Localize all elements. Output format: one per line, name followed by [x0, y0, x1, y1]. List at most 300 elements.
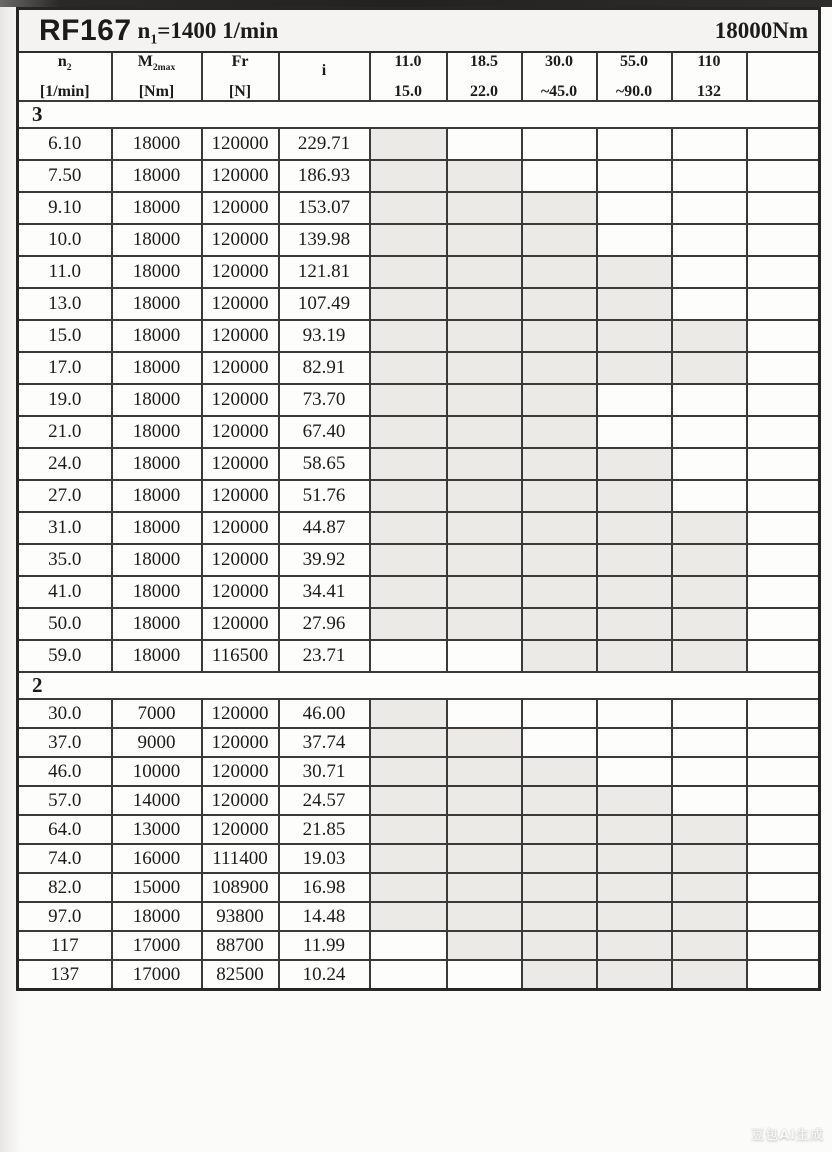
power-rating-cell	[672, 416, 747, 448]
power-rating-cell	[522, 416, 597, 448]
power-rating-cell	[597, 873, 672, 902]
col-header-power-4: 55.0 ~90.0	[597, 52, 672, 101]
power-rating-cell	[370, 320, 447, 352]
power-rating-cell	[672, 902, 747, 931]
fr-cell: 120000	[202, 256, 279, 288]
n2-cell: 6.10	[18, 128, 112, 160]
table-row	[18, 640, 820, 672]
n2-cell: 97.0	[18, 902, 112, 931]
power-rating-cell	[672, 352, 747, 384]
fr-cell: 120000	[202, 288, 279, 320]
fr-cell: 120000	[202, 384, 279, 416]
power-rating-cell	[522, 256, 597, 288]
ratio-cell: 39.92	[279, 544, 370, 576]
ratio-cell: 34.41	[279, 576, 370, 608]
n2-cell: 82.0	[18, 873, 112, 902]
trailing-empty-cell	[747, 480, 820, 512]
power-rating-cell	[522, 873, 597, 902]
power-rating-cell	[522, 757, 597, 786]
power-rating-cell	[447, 288, 522, 320]
power-rating-cell	[522, 815, 597, 844]
power-rating-cell	[522, 192, 597, 224]
power-rating-cell	[447, 480, 522, 512]
ratio-cell: 73.70	[279, 384, 370, 416]
power-rating-cell	[672, 815, 747, 844]
fr-cell: 120000	[202, 480, 279, 512]
power-rating-cell	[522, 844, 597, 873]
ratings-table	[16, 7, 821, 991]
power-rating-cell	[447, 576, 522, 608]
power-rating-cell	[447, 728, 522, 757]
power-rating-cell	[597, 640, 672, 672]
power-rating-cell	[522, 640, 597, 672]
ratio-cell: 139.98	[279, 224, 370, 256]
ratio-cell: 107.49	[279, 288, 370, 320]
power-rating-cell	[447, 544, 522, 576]
power-rating-cell	[522, 544, 597, 576]
table-row	[18, 902, 820, 931]
m2max-cell: 13000	[112, 815, 202, 844]
fr-cell: 120000	[202, 544, 279, 576]
n2-cell: 11.0	[18, 256, 112, 288]
power-rating-cell	[597, 699, 672, 728]
trailing-empty-cell	[747, 576, 820, 608]
trailing-empty-cell	[747, 224, 820, 256]
fr-cell: 120000	[202, 699, 279, 728]
model-code: RF167	[39, 13, 132, 47]
trailing-empty-cell	[747, 960, 820, 990]
power-rating-cell	[447, 640, 522, 672]
power-rating-cell	[522, 352, 597, 384]
power-rating-cell	[672, 288, 747, 320]
table-row	[18, 480, 820, 512]
power-rating-cell	[597, 224, 672, 256]
power-rating-cell	[672, 699, 747, 728]
fr-cell: 111400	[202, 844, 279, 873]
scan-edge-band	[0, 0, 832, 7]
fr-cell: 120000	[202, 448, 279, 480]
table-row	[18, 815, 820, 844]
trailing-empty-cell	[747, 544, 820, 576]
n2-cell: 19.0	[18, 384, 112, 416]
power-rating-cell	[672, 224, 747, 256]
power-rating-cell	[370, 448, 447, 480]
fr-cell: 120000	[202, 352, 279, 384]
ratio-cell: 23.71	[279, 640, 370, 672]
ratio-cell: 14.48	[279, 902, 370, 931]
power-rating-cell	[370, 815, 447, 844]
power-rating-cell	[447, 608, 522, 640]
power-rating-cell	[597, 352, 672, 384]
trailing-empty-cell	[747, 757, 820, 786]
table-row	[18, 960, 820, 990]
power-rating-cell	[447, 128, 522, 160]
fr-cell: 120000	[202, 128, 279, 160]
m2max-cell: 18000	[112, 512, 202, 544]
ratio-cell: 11.99	[279, 931, 370, 960]
power-rating-cell	[522, 608, 597, 640]
m2max-cell: 18000	[112, 902, 202, 931]
fr-cell: 120000	[202, 728, 279, 757]
fr-cell: 120000	[202, 608, 279, 640]
trailing-empty-cell	[747, 448, 820, 480]
power-rating-cell	[522, 448, 597, 480]
power-rating-cell	[447, 815, 522, 844]
table-row	[18, 352, 820, 384]
power-rating-cell	[672, 128, 747, 160]
n1-subscript: 1	[150, 31, 158, 47]
power-rating-cell	[370, 512, 447, 544]
power-rating-cell	[447, 320, 522, 352]
power-rating-cell	[370, 931, 447, 960]
trailing-empty-cell	[747, 815, 820, 844]
n2-cell: 64.0	[18, 815, 112, 844]
ratio-cell: 27.96	[279, 608, 370, 640]
power-rating-cell	[597, 320, 672, 352]
power-rating-cell	[597, 576, 672, 608]
n2-cell: 35.0	[18, 544, 112, 576]
n2-cell: 57.0	[18, 786, 112, 815]
m2max-cell: 10000	[112, 757, 202, 786]
power-rating-cell	[522, 224, 597, 256]
trailing-empty-cell	[747, 352, 820, 384]
m2max-cell: 18000	[112, 288, 202, 320]
power-rating-cell	[597, 931, 672, 960]
col-header-fr: Fr [N]	[202, 52, 279, 101]
power-rating-cell	[597, 480, 672, 512]
ratio-cell: 93.19	[279, 320, 370, 352]
power-rating-cell	[370, 576, 447, 608]
stage-group-row	[18, 672, 820, 699]
m2max-cell: 18000	[112, 352, 202, 384]
fr-cell: 88700	[202, 931, 279, 960]
power-rating-cell	[597, 960, 672, 990]
ratio-cell: 16.98	[279, 873, 370, 902]
m2max-cell: 18000	[112, 192, 202, 224]
n2-cell: 50.0	[18, 608, 112, 640]
power-rating-cell	[447, 416, 522, 448]
power-rating-cell	[447, 224, 522, 256]
trailing-empty-cell	[747, 699, 820, 728]
n2-cell: 46.0	[18, 757, 112, 786]
table-row	[18, 931, 820, 960]
ratio-cell: 19.03	[279, 844, 370, 873]
n2-cell: 9.10	[18, 192, 112, 224]
power-rating-cell	[672, 960, 747, 990]
table-row	[18, 384, 820, 416]
trailing-empty-cell	[747, 902, 820, 931]
fr-cell: 120000	[202, 757, 279, 786]
trailing-empty-cell	[747, 873, 820, 902]
power-rating-cell	[370, 844, 447, 873]
power-rating-cell	[522, 512, 597, 544]
power-rating-cell	[447, 902, 522, 931]
power-rating-cell	[522, 128, 597, 160]
power-rating-cell	[447, 960, 522, 990]
trailing-empty-cell	[747, 844, 820, 873]
m2max-cell: 18000	[112, 576, 202, 608]
power-rating-cell	[597, 786, 672, 815]
ratio-cell: 46.00	[279, 699, 370, 728]
fr-cell: 120000	[202, 576, 279, 608]
ratio-cell: 229.71	[279, 128, 370, 160]
m2max-cell: 17000	[112, 931, 202, 960]
power-rating-cell	[672, 384, 747, 416]
fr-cell: 116500	[202, 640, 279, 672]
trailing-empty-cell	[747, 786, 820, 815]
power-rating-cell	[447, 931, 522, 960]
power-rating-cell	[522, 384, 597, 416]
ratio-cell: 37.74	[279, 728, 370, 757]
col-header-power-1: 11.0 15.0	[370, 52, 447, 101]
power-rating-cell	[672, 608, 747, 640]
stage-group-label: 3	[18, 101, 820, 128]
col-header-empty	[747, 52, 820, 101]
power-rating-cell	[370, 256, 447, 288]
power-rating-cell	[447, 384, 522, 416]
trailing-empty-cell	[747, 931, 820, 960]
n2-cell: 10.0	[18, 224, 112, 256]
fr-cell: 120000	[202, 786, 279, 815]
power-rating-cell	[522, 786, 597, 815]
power-rating-cell	[370, 384, 447, 416]
col-header-m2max: $M_{2max}$ [Nm]	[112, 52, 202, 101]
n2-cell: 74.0	[18, 844, 112, 873]
table-row	[18, 757, 820, 786]
power-rating-cell	[672, 640, 747, 672]
power-rating-cell	[370, 757, 447, 786]
m2max-cell: 18000	[112, 608, 202, 640]
ratio-cell: 51.76	[279, 480, 370, 512]
n2-cell: 117	[18, 931, 112, 960]
table-row	[18, 224, 820, 256]
power-rating-cell	[370, 786, 447, 815]
m2max-cell: 18000	[112, 480, 202, 512]
power-rating-cell	[597, 256, 672, 288]
power-rating-cell	[672, 786, 747, 815]
power-rating-cell	[522, 902, 597, 931]
ratio-cell: 121.81	[279, 256, 370, 288]
power-rating-cell	[447, 873, 522, 902]
power-rating-cell	[672, 256, 747, 288]
trailing-empty-cell	[747, 416, 820, 448]
power-rating-cell	[597, 728, 672, 757]
power-rating-cell	[597, 288, 672, 320]
trailing-empty-cell	[747, 384, 820, 416]
ratio-cell: 30.71	[279, 757, 370, 786]
power-rating-cell	[597, 815, 672, 844]
power-rating-cell	[672, 931, 747, 960]
trailing-empty-cell	[747, 288, 820, 320]
m2max-cell: 9000	[112, 728, 202, 757]
power-rating-cell	[672, 844, 747, 873]
n2-cell: 137	[18, 960, 112, 990]
table-row	[18, 576, 820, 608]
m2max-cell: 18000	[112, 448, 202, 480]
trailing-empty-cell	[747, 608, 820, 640]
m2max-cell: 18000	[112, 544, 202, 576]
power-rating-cell	[447, 786, 522, 815]
power-rating-cell	[370, 128, 447, 160]
n2-cell: 13.0	[18, 288, 112, 320]
fr-cell: 120000	[202, 192, 279, 224]
power-rating-cell	[672, 160, 747, 192]
m2max-cell: 18000	[112, 160, 202, 192]
fr-cell: 120000	[202, 320, 279, 352]
power-rating-cell	[672, 192, 747, 224]
table-row	[18, 844, 820, 873]
n2-cell: 37.0	[18, 728, 112, 757]
m2max-cell: 18000	[112, 384, 202, 416]
m2max-cell: 18000	[112, 256, 202, 288]
fr-cell: 93800	[202, 902, 279, 931]
ratio-cell: 24.57	[279, 786, 370, 815]
m2max-cell: 7000	[112, 699, 202, 728]
n2-cell: 17.0	[18, 352, 112, 384]
fr-cell: 120000	[202, 512, 279, 544]
power-rating-cell	[597, 902, 672, 931]
power-rating-cell	[672, 728, 747, 757]
power-rating-cell	[597, 128, 672, 160]
m2max-cell: 18000	[112, 640, 202, 672]
power-rating-cell	[370, 192, 447, 224]
m2max-cell: 17000	[112, 960, 202, 990]
table-row	[18, 873, 820, 902]
power-rating-cell	[522, 320, 597, 352]
n1-base: n	[137, 17, 151, 43]
table-row	[18, 608, 820, 640]
trailing-empty-cell	[747, 728, 820, 757]
n2-cell: 7.50	[18, 160, 112, 192]
column-header-row	[18, 52, 820, 101]
power-rating-cell	[370, 960, 447, 990]
ratio-cell: 44.87	[279, 512, 370, 544]
n1-value: =1400 1/min	[157, 17, 279, 43]
n2-cell: 21.0	[18, 416, 112, 448]
title-row	[18, 9, 820, 53]
power-rating-cell	[597, 757, 672, 786]
table-row	[18, 192, 820, 224]
trailing-empty-cell	[747, 640, 820, 672]
power-rating-cell	[370, 288, 447, 320]
n2-cell: 31.0	[18, 512, 112, 544]
power-rating-cell	[597, 544, 672, 576]
power-rating-cell	[522, 728, 597, 757]
power-rating-cell	[447, 512, 522, 544]
n2-cell: 59.0	[18, 640, 112, 672]
trailing-empty-cell	[747, 256, 820, 288]
trailing-empty-cell	[747, 320, 820, 352]
power-rating-cell	[672, 544, 747, 576]
power-rating-cell	[672, 480, 747, 512]
power-rating-cell	[597, 448, 672, 480]
power-rating-cell	[597, 844, 672, 873]
col-header-power-3: 30.0 ~45.0	[522, 52, 597, 101]
ratio-cell: 10.24	[279, 960, 370, 990]
m2max-cell: 16000	[112, 844, 202, 873]
m2max-cell: 15000	[112, 873, 202, 902]
table-row	[18, 448, 820, 480]
power-rating-cell	[522, 576, 597, 608]
input-speed-label	[137, 17, 279, 47]
fr-cell: 120000	[202, 815, 279, 844]
n2-cell: 41.0	[18, 576, 112, 608]
power-rating-cell	[370, 608, 447, 640]
power-rating-cell	[597, 416, 672, 448]
table-row	[18, 699, 820, 728]
power-rating-cell	[370, 544, 447, 576]
power-rating-cell	[370, 416, 447, 448]
title-cell	[18, 9, 820, 53]
table-row	[18, 160, 820, 192]
table-body	[18, 101, 820, 990]
fr-cell: 108900	[202, 873, 279, 902]
power-rating-cell	[447, 699, 522, 728]
n2-cell: 24.0	[18, 448, 112, 480]
power-rating-cell	[597, 160, 672, 192]
n2-cell: 30.0	[18, 699, 112, 728]
trailing-empty-cell	[747, 192, 820, 224]
fr-cell: 120000	[202, 224, 279, 256]
ai-watermark: 豆包AI生成	[751, 1128, 824, 1143]
trailing-empty-cell	[747, 128, 820, 160]
power-rating-cell	[370, 640, 447, 672]
power-rating-cell	[370, 352, 447, 384]
stage-group-row	[18, 101, 820, 128]
power-rating-cell	[447, 757, 522, 786]
power-rating-cell	[447, 160, 522, 192]
trailing-empty-cell	[747, 160, 820, 192]
power-rating-cell	[447, 256, 522, 288]
power-rating-cell	[370, 224, 447, 256]
col-header-power-5: 110 132	[672, 52, 747, 101]
power-rating-cell	[522, 931, 597, 960]
power-rating-cell	[597, 384, 672, 416]
power-rating-cell	[370, 160, 447, 192]
col-header-n2: $n_2$ [1/min]	[18, 52, 112, 101]
power-rating-cell	[447, 352, 522, 384]
table-row	[18, 416, 820, 448]
power-rating-cell	[672, 757, 747, 786]
power-rating-cell	[672, 873, 747, 902]
power-rating-cell	[522, 288, 597, 320]
ratio-cell: 58.65	[279, 448, 370, 480]
m2max-cell: 18000	[112, 128, 202, 160]
max-torque-label: 18000Nm	[714, 17, 808, 43]
power-rating-cell	[672, 320, 747, 352]
table-row	[18, 544, 820, 576]
table-row	[18, 128, 820, 160]
power-rating-cell	[370, 699, 447, 728]
power-rating-cell	[522, 160, 597, 192]
table-row	[18, 320, 820, 352]
power-rating-cell	[447, 192, 522, 224]
fr-cell: 120000	[202, 160, 279, 192]
col-header-power-2: 18.5 22.0	[447, 52, 522, 101]
ratio-cell: 21.85	[279, 815, 370, 844]
power-rating-cell	[672, 448, 747, 480]
ratio-cell: 153.07	[279, 192, 370, 224]
power-rating-cell	[672, 512, 747, 544]
table-row	[18, 256, 820, 288]
power-rating-cell	[370, 728, 447, 757]
power-rating-cell	[597, 192, 672, 224]
power-rating-cell	[522, 960, 597, 990]
m2max-cell: 18000	[112, 320, 202, 352]
m2max-cell: 18000	[112, 224, 202, 256]
table-row	[18, 728, 820, 757]
power-rating-cell	[370, 480, 447, 512]
